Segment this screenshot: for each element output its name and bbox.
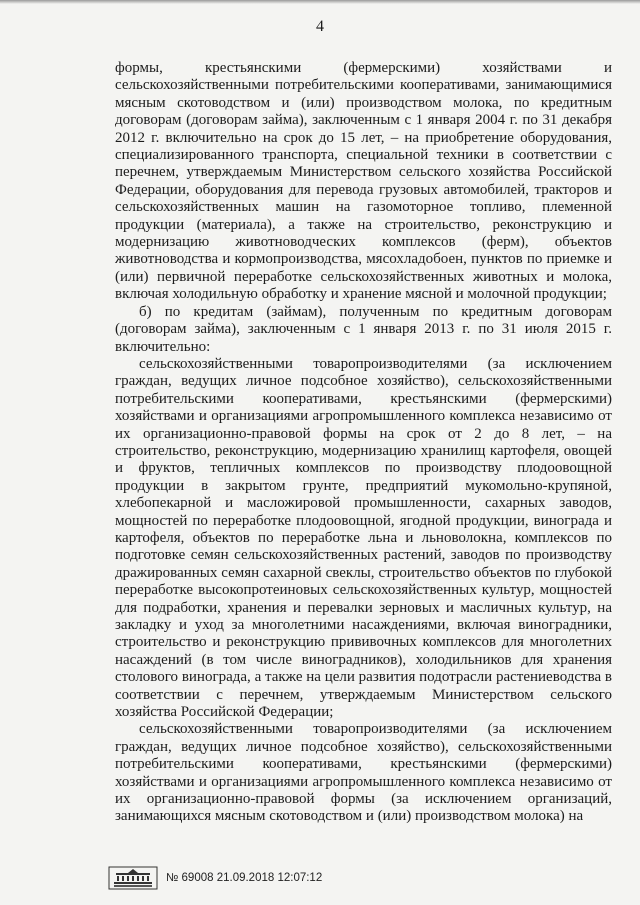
scan-top-edge: [0, 0, 640, 4]
paragraph-item-b: б) по кредитам (займам), полученным по кредитным договорам (договорам займа), заключенным с 1 января 2013 г. по 31 июля 2015 г. включительно:: [115, 303, 612, 355]
page-number: 4: [316, 18, 324, 35]
document-registration-id: № 69008 21.09.2018 12:07:12: [166, 872, 323, 884]
document-footer: [108, 866, 322, 890]
paragraph-continuation: формы, крестьянскими (фермерскими) хозяйствами и сельскохозяйственными потребительскими кооперативами, занимающимися мясным скотоводством и (или) производством молока, по кредитным договорам (договорам займа), заключенным с 1 января 2004 г. по 31 декабря 2012 г. включительно на срок до 15 лет, – на приобретение оборудования, специализированного транспорта, специальной техники в соответствии с перечнем, утверждаемым Министерством сельского хозяйства Российской Федерации, оборудования для перевода грузовых автомобилей, тракторов и сельскохозяйственных машин на газомоторное топливо, племенной продукции (материала), а также на строительство, реконструкцию и модернизацию животноводческих комплексов (ферм), объектов животноводства и кормопроизводства, мясохладобоен, пунктов по приемке и (или) первичной переработке сельскохозяйственных животных и молока, включая холодильную обработку и хранение мясной и молочной продукции;: [115, 60, 612, 303]
paragraph-producers-crops: сельскохозяйственными товаропроизводителями (за исключением граждан, ведущих личное подсобное хозяйство), сельскохозяйственными потребительскими кооперативами, крестьянскими (фермерскими) хозяйствами и организациями агропромышленного комплекса независимо от их организационно-правовой формы на срок от 2 до 8 лет, – на строительство, реконструкцию, модернизацию хранилищ картофеля, овощей и фруктов, тепличных комплексов по производству плодоовощной продукции в закрытом грунте, предприятий мукомольно-крупяной, хлебопекарной и масложировой промышленности, сахарных заводов, мощностей по переработке плодоовощной, ягодной продукции, винограда и картофеля, объектов по переработке льна и льноволокна, комплексов по подготовке семян сельскохозяйственных растений, заводов по производству дражированных семян сахарной свеклы, строительство объектов по глубокой переработке высокопротеиновых сельскохозяйственных культур, мощностей для подработки, хранения и перевалки зерновых и масличных культур, на закладку и уход за многолетними насаждениями, включая виноградники, строительство и реконструкцию прививочных комплексов для многолетних насаждений (в том числе виноградников), холодильников для хранения столового винограда, а также на цели развития подотрасли растениеводства в соответствии с перечнем, утверждаемым Министерством сельского хозяйства Российской Федерации;: [115, 355, 612, 721]
government-building-stamp-icon: [108, 866, 158, 890]
paragraph-producers-other: сельскохозяйственными товаропроизводителями (за исключением граждан, ведущих личное подсобное хозяйство), сельскохозяйственными потребительскими кооперативами, крестьянскими (фермерскими) хозяйствами и организациями агропромышленного комплекса независимо от их организационно-правовой формы (за исключением организаций, занимающихся мясным скотоводством и (или) производством молока) на: [115, 721, 612, 825]
document-body: [115, 60, 612, 826]
